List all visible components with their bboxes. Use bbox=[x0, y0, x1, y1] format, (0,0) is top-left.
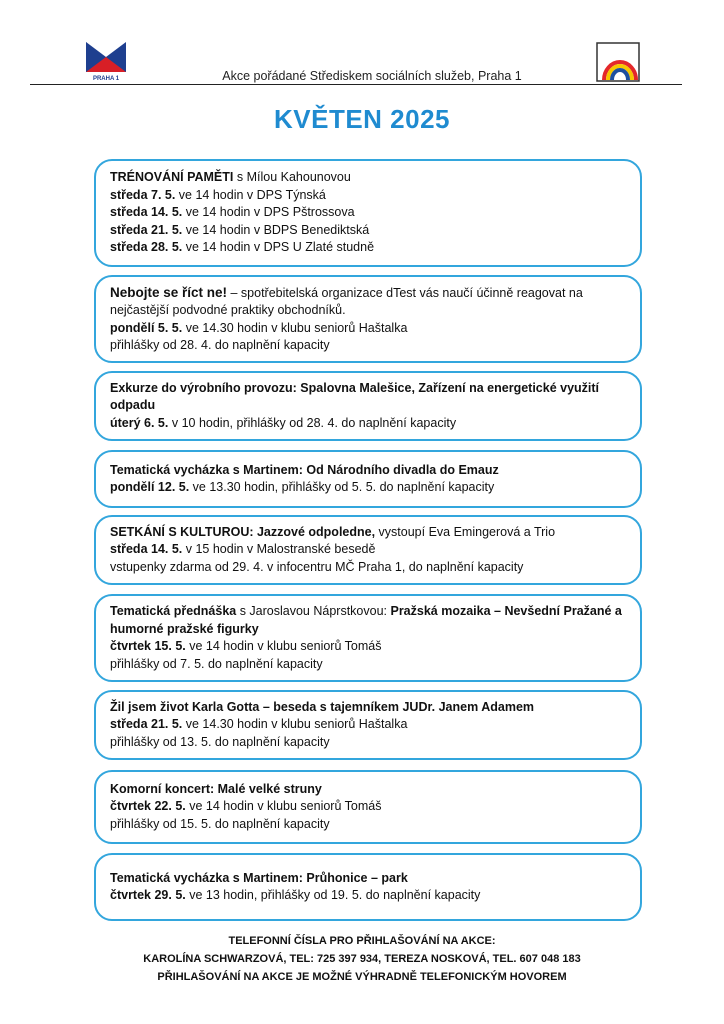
footer-line-3: PŘIHLAŠOVÁNÍ NA AKCE JE MOŽNÉ VÝHRADNĚ TELEFONICKÝM HOVOREM bbox=[157, 971, 567, 983]
event-note-line bbox=[110, 559, 630, 577]
event-note: vstupenky zdarma od 29. 4. v infocentru MČ Praha 1, do naplnění kapacity bbox=[110, 559, 524, 574]
event-date: středa 28. 5. bbox=[110, 240, 183, 255]
event-title: TRÉNOVÁNÍ PAMĚTI bbox=[110, 170, 234, 185]
event-title: Exkurze do výrobního provozu: Spalovna Malešice, Zařízení na energetické využití odpadu bbox=[110, 380, 600, 413]
header-divider bbox=[30, 84, 682, 85]
event-date-line bbox=[110, 479, 630, 497]
event-date-line bbox=[110, 222, 630, 240]
event-subtitle: s Jaroslavou Náprstkovou: bbox=[236, 604, 391, 618]
event-title-line bbox=[110, 284, 630, 320]
event-title: Nebojte se říct ne! bbox=[110, 284, 228, 300]
event-card-vychazka-emauzy bbox=[94, 450, 642, 508]
event-card-exkurze bbox=[94, 371, 642, 441]
event-subtitle: – spotřebitelská organizace dTest vás naučí účinně reagovat na nejčastější podvodné praktiky obchodníků. bbox=[110, 285, 583, 317]
event-details: ve 14.30 hodin v klubu seniorů Haštalka bbox=[182, 717, 408, 732]
event-note: přihlášky od 28. 4. do naplnění kapacity bbox=[110, 338, 330, 352]
event-date-line bbox=[110, 887, 630, 905]
event-date-line bbox=[110, 187, 630, 205]
event-title-line bbox=[110, 380, 630, 415]
event-details: ve 14 hodin v BDPS Benediktská bbox=[182, 222, 370, 237]
event-note: přihlášky od 15. 5. do naplnění kapacity bbox=[110, 816, 330, 831]
event-title: Žil jsem život Karla Gotta – beseda s tajemníkem JUDr. Janem Adamem bbox=[110, 699, 535, 714]
event-date-line bbox=[110, 798, 630, 816]
event-date: středa 21. 5. bbox=[110, 222, 183, 237]
page-title: KVĚTEN 2025 bbox=[273, 104, 451, 134]
event-title-line bbox=[110, 169, 630, 187]
event-details: ve 14.30 hodin v klubu seniorů Haštalka bbox=[182, 320, 408, 335]
event-details: v 10 hodin, přihlášky od 28. 4. do naplnění kapacity bbox=[168, 415, 457, 430]
event-note-line bbox=[110, 816, 630, 834]
event-card-pruhonice bbox=[94, 853, 642, 921]
event-details: ve 14 hodin v DPS Pštrossova bbox=[182, 205, 355, 220]
event-title: Tematická vycházka s Martinem: Od Národního divadla do Emauz bbox=[110, 462, 499, 477]
event-date-line bbox=[110, 239, 630, 257]
event-note-line bbox=[110, 656, 630, 674]
event-title-tail: Pražská mozaika – Nevšední Pražané a humorné pražské figurky bbox=[110, 604, 622, 636]
event-date: úterý 6. 5. bbox=[110, 415, 169, 430]
event-date: středa 14. 5. bbox=[110, 542, 183, 557]
event-date-line bbox=[110, 415, 630, 433]
event-date-line bbox=[110, 716, 630, 734]
event-date: středa 21. 5. bbox=[110, 717, 183, 732]
event-date: pondělí 5. 5. bbox=[110, 320, 183, 335]
contact-footer bbox=[0, 932, 724, 986]
event-title-line bbox=[110, 462, 630, 480]
event-details: ve 14 hodin v DPS Týnská bbox=[175, 187, 326, 202]
event-card-trenovani-pameti bbox=[94, 159, 642, 267]
event-card-setkani-s-kulturou bbox=[94, 515, 642, 585]
event-title-line bbox=[110, 699, 630, 717]
event-date-line bbox=[110, 638, 630, 656]
event-title-line bbox=[110, 603, 630, 638]
event-title-line bbox=[110, 524, 630, 542]
event-details: ve 14 hodin v klubu seniorů Tomáš bbox=[185, 639, 382, 653]
event-title: Tematická přednáška bbox=[110, 604, 237, 618]
event-note: přihlášky od 7. 5. do naplnění kapacity bbox=[110, 656, 323, 671]
event-title-line bbox=[110, 781, 630, 799]
event-details: ve 13 hodin, přihlášky od 19. 5. do naplnění kapacity bbox=[185, 888, 481, 902]
event-details: v 15 hodin v Malostranské besedě bbox=[182, 542, 376, 557]
event-date-line bbox=[110, 204, 630, 222]
event-subtitle: vystoupí Eva Emingerová a Trio bbox=[375, 524, 556, 539]
event-note: přihlášky od 13. 5. do naplnění kapacity bbox=[110, 734, 330, 749]
event-note-line bbox=[110, 337, 630, 355]
header-text: Akce pořádané Střediskem sociálních služeb, Praha 1 bbox=[222, 69, 522, 83]
event-title-line bbox=[110, 870, 630, 888]
event-date: čtvrtek 22. 5. bbox=[110, 799, 186, 814]
event-title: SETKÁNÍ S KULTUROU: Jazzové odpoledne, bbox=[110, 524, 376, 539]
event-details: ve 13.30 hodin, přihlášky od 5. 5. do naplnění kapacity bbox=[189, 480, 495, 494]
event-card-nebojte-se bbox=[94, 275, 642, 363]
event-subtitle: s Mílou Kahounovou bbox=[233, 170, 351, 185]
event-card-prednaska bbox=[94, 594, 642, 682]
event-date: středa 7. 5. bbox=[110, 187, 176, 202]
event-date: středa 14. 5. bbox=[110, 205, 183, 220]
praha1-logo-label: PRAHA 1 bbox=[92, 76, 120, 82]
event-note-line bbox=[110, 734, 630, 752]
event-date-line bbox=[110, 320, 630, 338]
event-date: čtvrtek 29. 5. bbox=[110, 888, 186, 902]
event-details: ve 14 hodin v DPS U Zlaté studně bbox=[182, 240, 375, 255]
event-title: Tematická vycházka s Martinem: Průhonice – park bbox=[110, 870, 408, 885]
footer-line-2: KAROLÍNA SCHWARZOVÁ, TEL: 725 397 934, TEREZA NOSKOVÁ, TEL. 607 048 183 bbox=[143, 953, 581, 965]
event-date: čtvrtek 15. 5. bbox=[110, 639, 186, 653]
event-title: Komorní koncert: Malé velké struny bbox=[110, 781, 322, 796]
event-date: pondělí 12. 5. bbox=[110, 480, 190, 494]
footer-line-1: TELEFONNÍ ČÍSLA PRO PŘIHLAŠOVÁNÍ NA AKCE: bbox=[228, 935, 496, 947]
event-card-karel-gott bbox=[94, 690, 642, 760]
event-date-line bbox=[110, 541, 630, 559]
event-details: ve 14 hodin v klubu seniorů Tomáš bbox=[185, 799, 382, 814]
event-card-komorni-koncert bbox=[94, 770, 642, 844]
